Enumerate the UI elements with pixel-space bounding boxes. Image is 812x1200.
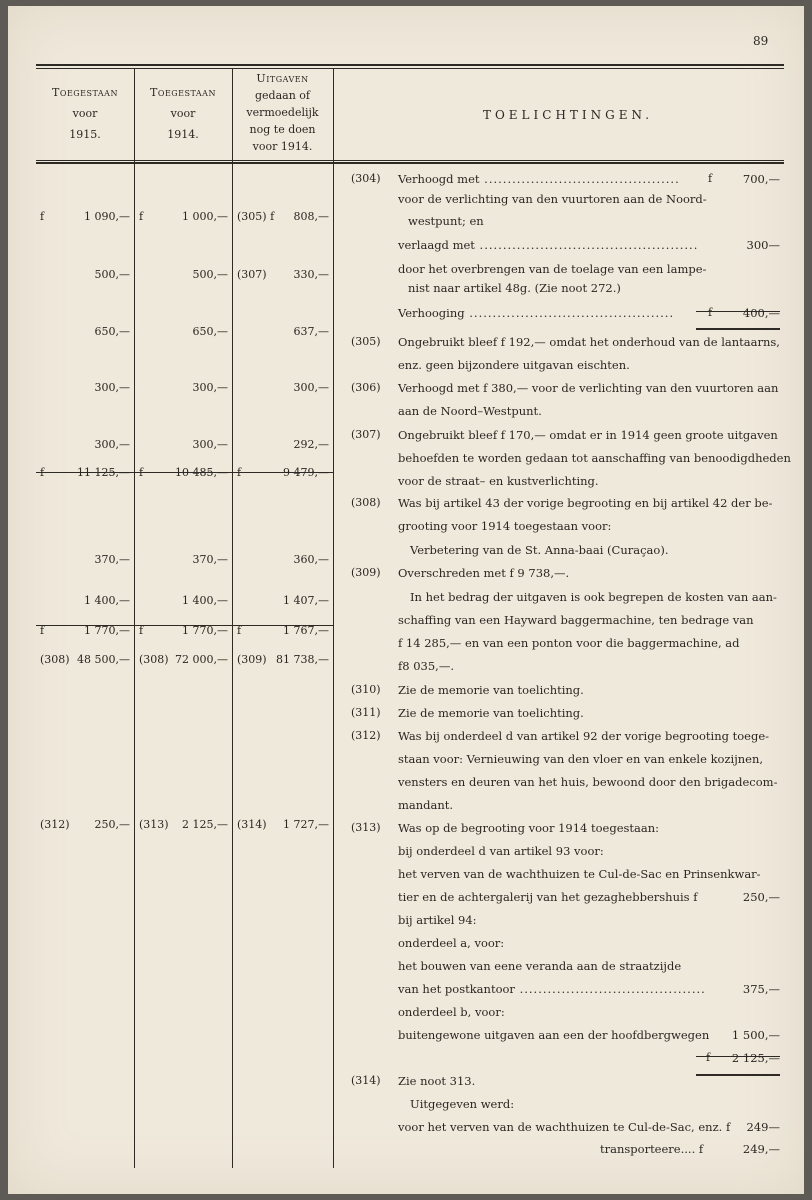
note-amount: 250,— [742, 890, 780, 904]
header-col1-line3: 1915. [69, 128, 101, 141]
amount-cell: 1 000,— [182, 210, 228, 223]
amount-cell: 330,— [293, 268, 329, 281]
note-text [398, 306, 674, 320]
note-amount: 700,— [742, 172, 780, 186]
note-text-content: onderdeel a, voor: [398, 936, 505, 950]
note-text-content: Overschreden met f 9 738,—. [398, 566, 570, 580]
note-florin-sign: f [708, 306, 713, 319]
amount-prefix: (308) [139, 653, 169, 666]
note-text [398, 1028, 709, 1042]
note-text-content: voor de verlichting van den vuurtoren aan de Noord- [398, 192, 707, 206]
note-text [398, 172, 680, 186]
amount-cell: 1 770,— [182, 624, 228, 637]
note-text-content: het bouwen van eene veranda aan de straatzijde [398, 959, 682, 973]
note-text [398, 358, 630, 372]
note-number: (310) [351, 683, 381, 696]
note-text-content: nist naar artikel 48g. (Zie noot 272.) [408, 281, 621, 295]
column-divider-3 [333, 68, 334, 1168]
header-col2-line1: Toegestaan [150, 86, 216, 99]
note-text-content: mandant. [398, 798, 454, 812]
leader-dots: .......................................... [479, 172, 680, 186]
note-text [408, 214, 484, 228]
note-text [398, 262, 706, 276]
header-col3-line5: voor 1914. [252, 140, 313, 153]
amount-cell: 10 485,— [175, 466, 228, 479]
note-text-content: schaffing van een Hayward baggermachine, ten bedrage van [398, 613, 754, 627]
note-text [410, 543, 668, 557]
note-text-content: door het overbrengen van de toelage van een lampe- [398, 262, 707, 276]
note-florin-sign: f [706, 1051, 711, 1064]
note-text [408, 281, 621, 295]
note-number: (311) [351, 706, 381, 719]
note-text [398, 936, 504, 950]
note-text-content: Was bij onderdeel d van artikel 92 der vorige begrooting toege- [398, 729, 770, 743]
note-text-content: bij onderdeel d van artikel 93 voor: [398, 844, 604, 858]
amount-cell: 500,— [94, 268, 130, 281]
amount-cell: 650,— [94, 325, 130, 338]
note-text [398, 775, 777, 789]
note-text-content: behoefden te worden gedaan tot aanschaffing van benoodigdheden [398, 451, 791, 465]
amount-cell: 1 727,— [283, 818, 329, 831]
header-col3-line1: Uitgaven [256, 72, 309, 85]
note-text-content: Ongebruikt bleef f 192,— omdat het onderhoud van de lantaarns, [398, 335, 780, 349]
note-amount: 249,— [742, 1142, 780, 1156]
header-col2-line3: 1914. [167, 128, 199, 141]
note-text-content: Was bij artikel 43 der vorige begrooting en bij artikel 42 der be- [398, 496, 773, 510]
note-text-content: vensters en deuren van het huis, bewoond door den brigadecom- [398, 775, 778, 789]
note-304-sum-rule-bottom [696, 328, 780, 330]
note-text-content: Was op de begrooting voor 1914 toegestaan: [398, 821, 660, 835]
note-text-content: verlaagd met [398, 238, 475, 252]
note-amount: 1 500,— [731, 1028, 780, 1042]
note-text [398, 982, 706, 996]
header-top-rule-thin [36, 68, 784, 69]
amount-prefix: f [237, 624, 242, 637]
amount-cell: 81 738,— [276, 653, 329, 666]
amount-cell: 637,— [293, 325, 329, 338]
note-text-content: westpunt; en [408, 214, 484, 228]
note-text [398, 1005, 505, 1019]
note-number: (313) [351, 821, 381, 834]
header-col2-line2: voor [170, 107, 196, 120]
note-text [398, 867, 761, 881]
amount-prefix: (305) f [237, 210, 275, 223]
amount-prefix: f [237, 466, 242, 479]
note-text [410, 590, 777, 604]
note-text [398, 752, 763, 766]
note-text-content: buitengewone uitgaven aan een der hoofdbergwegen [398, 1028, 710, 1042]
note-text [398, 474, 599, 488]
note-text [398, 706, 584, 720]
amount-prefix: f [139, 210, 144, 223]
note-text-content: Verhoogd met [398, 172, 480, 186]
note-text-content: In het bedrag der uitgaven is ook begrepen de kosten van aan- [410, 590, 777, 604]
note-text [398, 844, 604, 858]
note-text [398, 192, 707, 206]
amount-prefix: f [40, 624, 45, 637]
amount-cell: 650,— [192, 325, 228, 338]
note-number: (304) [351, 172, 381, 185]
note-text [398, 683, 584, 697]
amount-cell: 1 400,— [182, 594, 228, 607]
note-text-content: onderdeel b, voor: [398, 1005, 505, 1019]
note-amount: 300— [746, 238, 780, 252]
amount-cell: 9 479,— [283, 466, 329, 479]
note-text-content: f 14 285,— en van een ponton voor die baggermachine, ad [398, 636, 740, 650]
note-number: (312) [351, 729, 381, 742]
header-top-rule [36, 64, 784, 66]
note-text [398, 613, 754, 627]
amount-cell: 300,— [192, 381, 228, 394]
note-text [398, 519, 611, 533]
note-number: (306) [351, 381, 381, 394]
note-text-content: Verhooging [398, 306, 465, 320]
header-bottom-rule-thick [36, 162, 784, 164]
note-text [398, 428, 778, 442]
note-313-sum-rule-bottom [696, 1074, 780, 1076]
header-bottom-rule [36, 160, 784, 161]
note-text [398, 890, 697, 904]
note-number: (305) [351, 335, 381, 348]
note-text [398, 913, 477, 927]
amount-cell: 370,— [192, 553, 228, 566]
amount-cell: 1 090,— [84, 210, 130, 223]
note-text-content: Zie de memorie van toelichting. [398, 706, 584, 720]
amount-prefix: (313) [139, 818, 169, 831]
note-text [398, 335, 780, 349]
amount-cell: 300,— [293, 381, 329, 394]
note-text [398, 381, 778, 395]
note-text-content: tier en de achtergalerij van het gezaghebbershuis f [398, 890, 698, 904]
header-col3-line4: nog te doen [249, 123, 316, 136]
amount-cell: 808,— [293, 210, 329, 223]
note-number: (314) [351, 1074, 381, 1087]
note-text-content: staan voor: Vernieuwing van den vloer en van enkele kozijnen, [398, 752, 764, 766]
note-text-content: bij artikel 94: [398, 913, 477, 927]
amount-cell: 48 500,— [77, 653, 130, 666]
note-text-content: voor de straat– en kustverlichting. [398, 474, 599, 488]
note-text-content: Zie de memorie van toelichting. [398, 683, 584, 697]
note-florin-sign: f [708, 172, 713, 185]
amount-cell: 370,— [94, 553, 130, 566]
amount-prefix: (308) [40, 653, 70, 666]
note-text-content: f8 035,—. [398, 659, 454, 673]
note-amount: 375,— [742, 982, 780, 996]
note-number: (307) [351, 428, 381, 441]
leader-dots: ............................................... [474, 238, 699, 252]
note-text-content: Ongebruikt bleef f 170,— omdat er in 1914 geen groote uitgaven [398, 428, 778, 442]
header-col1 [36, 82, 134, 145]
note-text-content: Zie noot 313. [398, 1074, 476, 1088]
note-number: (308) [351, 496, 381, 509]
note-number: (309) [351, 566, 381, 579]
note-text [398, 566, 569, 580]
header-col3-line3: vermoedelijk [246, 106, 319, 119]
amount-cell: 300,— [94, 438, 130, 451]
amount-cell: 72 000,— [175, 653, 228, 666]
header-col3 [232, 70, 333, 155]
amount-cell: 1 770,— [84, 624, 130, 637]
amount-prefix: (312) [40, 818, 70, 831]
amount-cell: 250,— [94, 818, 130, 831]
header-col3-line2: gedaan of [255, 89, 310, 102]
amount-cell: 1 400,— [84, 594, 130, 607]
note-text-content: van het postkantoor [398, 982, 515, 996]
note-text [398, 1120, 730, 1134]
header-col2 [134, 82, 232, 145]
note-text-content: grooting voor 1914 toegestaan voor: [398, 519, 612, 533]
note-text-content: aan de Noord–Westpunt. [398, 404, 542, 418]
header-col1-line1: Toegestaan [52, 86, 118, 99]
page-number: 89 [753, 34, 769, 48]
note-amount: 2 125,— [731, 1051, 780, 1065]
amount-prefix: (307) [237, 268, 267, 281]
note-text [398, 729, 769, 743]
amount-prefix: f [139, 624, 144, 637]
amount-prefix: f [40, 210, 45, 223]
amount-cell: 292,— [293, 438, 329, 451]
note-text [398, 496, 772, 510]
amount-cell: 2 125,— [182, 818, 228, 831]
note-text [398, 451, 791, 465]
note-text-content: Verhoogd met f 380,— voor de verlichting van den vuurtoren aan [398, 381, 779, 395]
note-text-content: voor het verven van de wachthuizen te Cul-de-Sac, enz. f [398, 1120, 731, 1134]
note-text [398, 821, 659, 835]
note-text [398, 659, 454, 673]
toelichtingen-title: TOELICHTINGEN. [482, 108, 654, 122]
note-amount: 249— [746, 1120, 780, 1134]
amount-prefix: (309) [237, 653, 267, 666]
amount-cell: 300,— [94, 381, 130, 394]
note-text [398, 404, 542, 418]
leader-dots: ........................................ [514, 982, 706, 996]
note-text [398, 238, 698, 252]
leader-dots: ............................................ [464, 306, 675, 320]
note-text-content: Uitgegeven werd: [410, 1097, 515, 1111]
amount-cell: 1 767,— [283, 624, 329, 637]
document-page [8, 6, 804, 1194]
amount-cell: 1 407,— [283, 594, 329, 607]
amount-prefix: f [139, 466, 144, 479]
note-text-content: transporteere.... f [600, 1142, 704, 1156]
note-text [398, 1074, 475, 1088]
note-text [398, 959, 681, 973]
column-divider-2 [232, 68, 233, 1168]
note-text [600, 1142, 703, 1156]
note-text-content: het verven van de wachthuizen te Cul-de-Sac en Prinsenkwar- [398, 867, 761, 881]
note-text-content: Verbetering van de St. Anna-baai (Curaçao). [410, 543, 669, 557]
note-text-content: enz. geen bijzondere uitgavan eischten. [398, 358, 630, 372]
note-text [410, 1097, 514, 1111]
amount-cell: 300,— [192, 438, 228, 451]
note-text [398, 798, 453, 812]
note-amount: 400,— [742, 306, 780, 320]
note-text [398, 636, 740, 650]
amount-cell: 11 125,— [77, 466, 130, 479]
header-col1-line2: voor [72, 107, 98, 120]
amount-prefix: (314) [237, 818, 267, 831]
column-divider-1 [134, 68, 135, 1168]
amount-cell: 360,— [293, 553, 329, 566]
amount-prefix: f [40, 466, 45, 479]
amount-cell: 500,— [192, 268, 228, 281]
